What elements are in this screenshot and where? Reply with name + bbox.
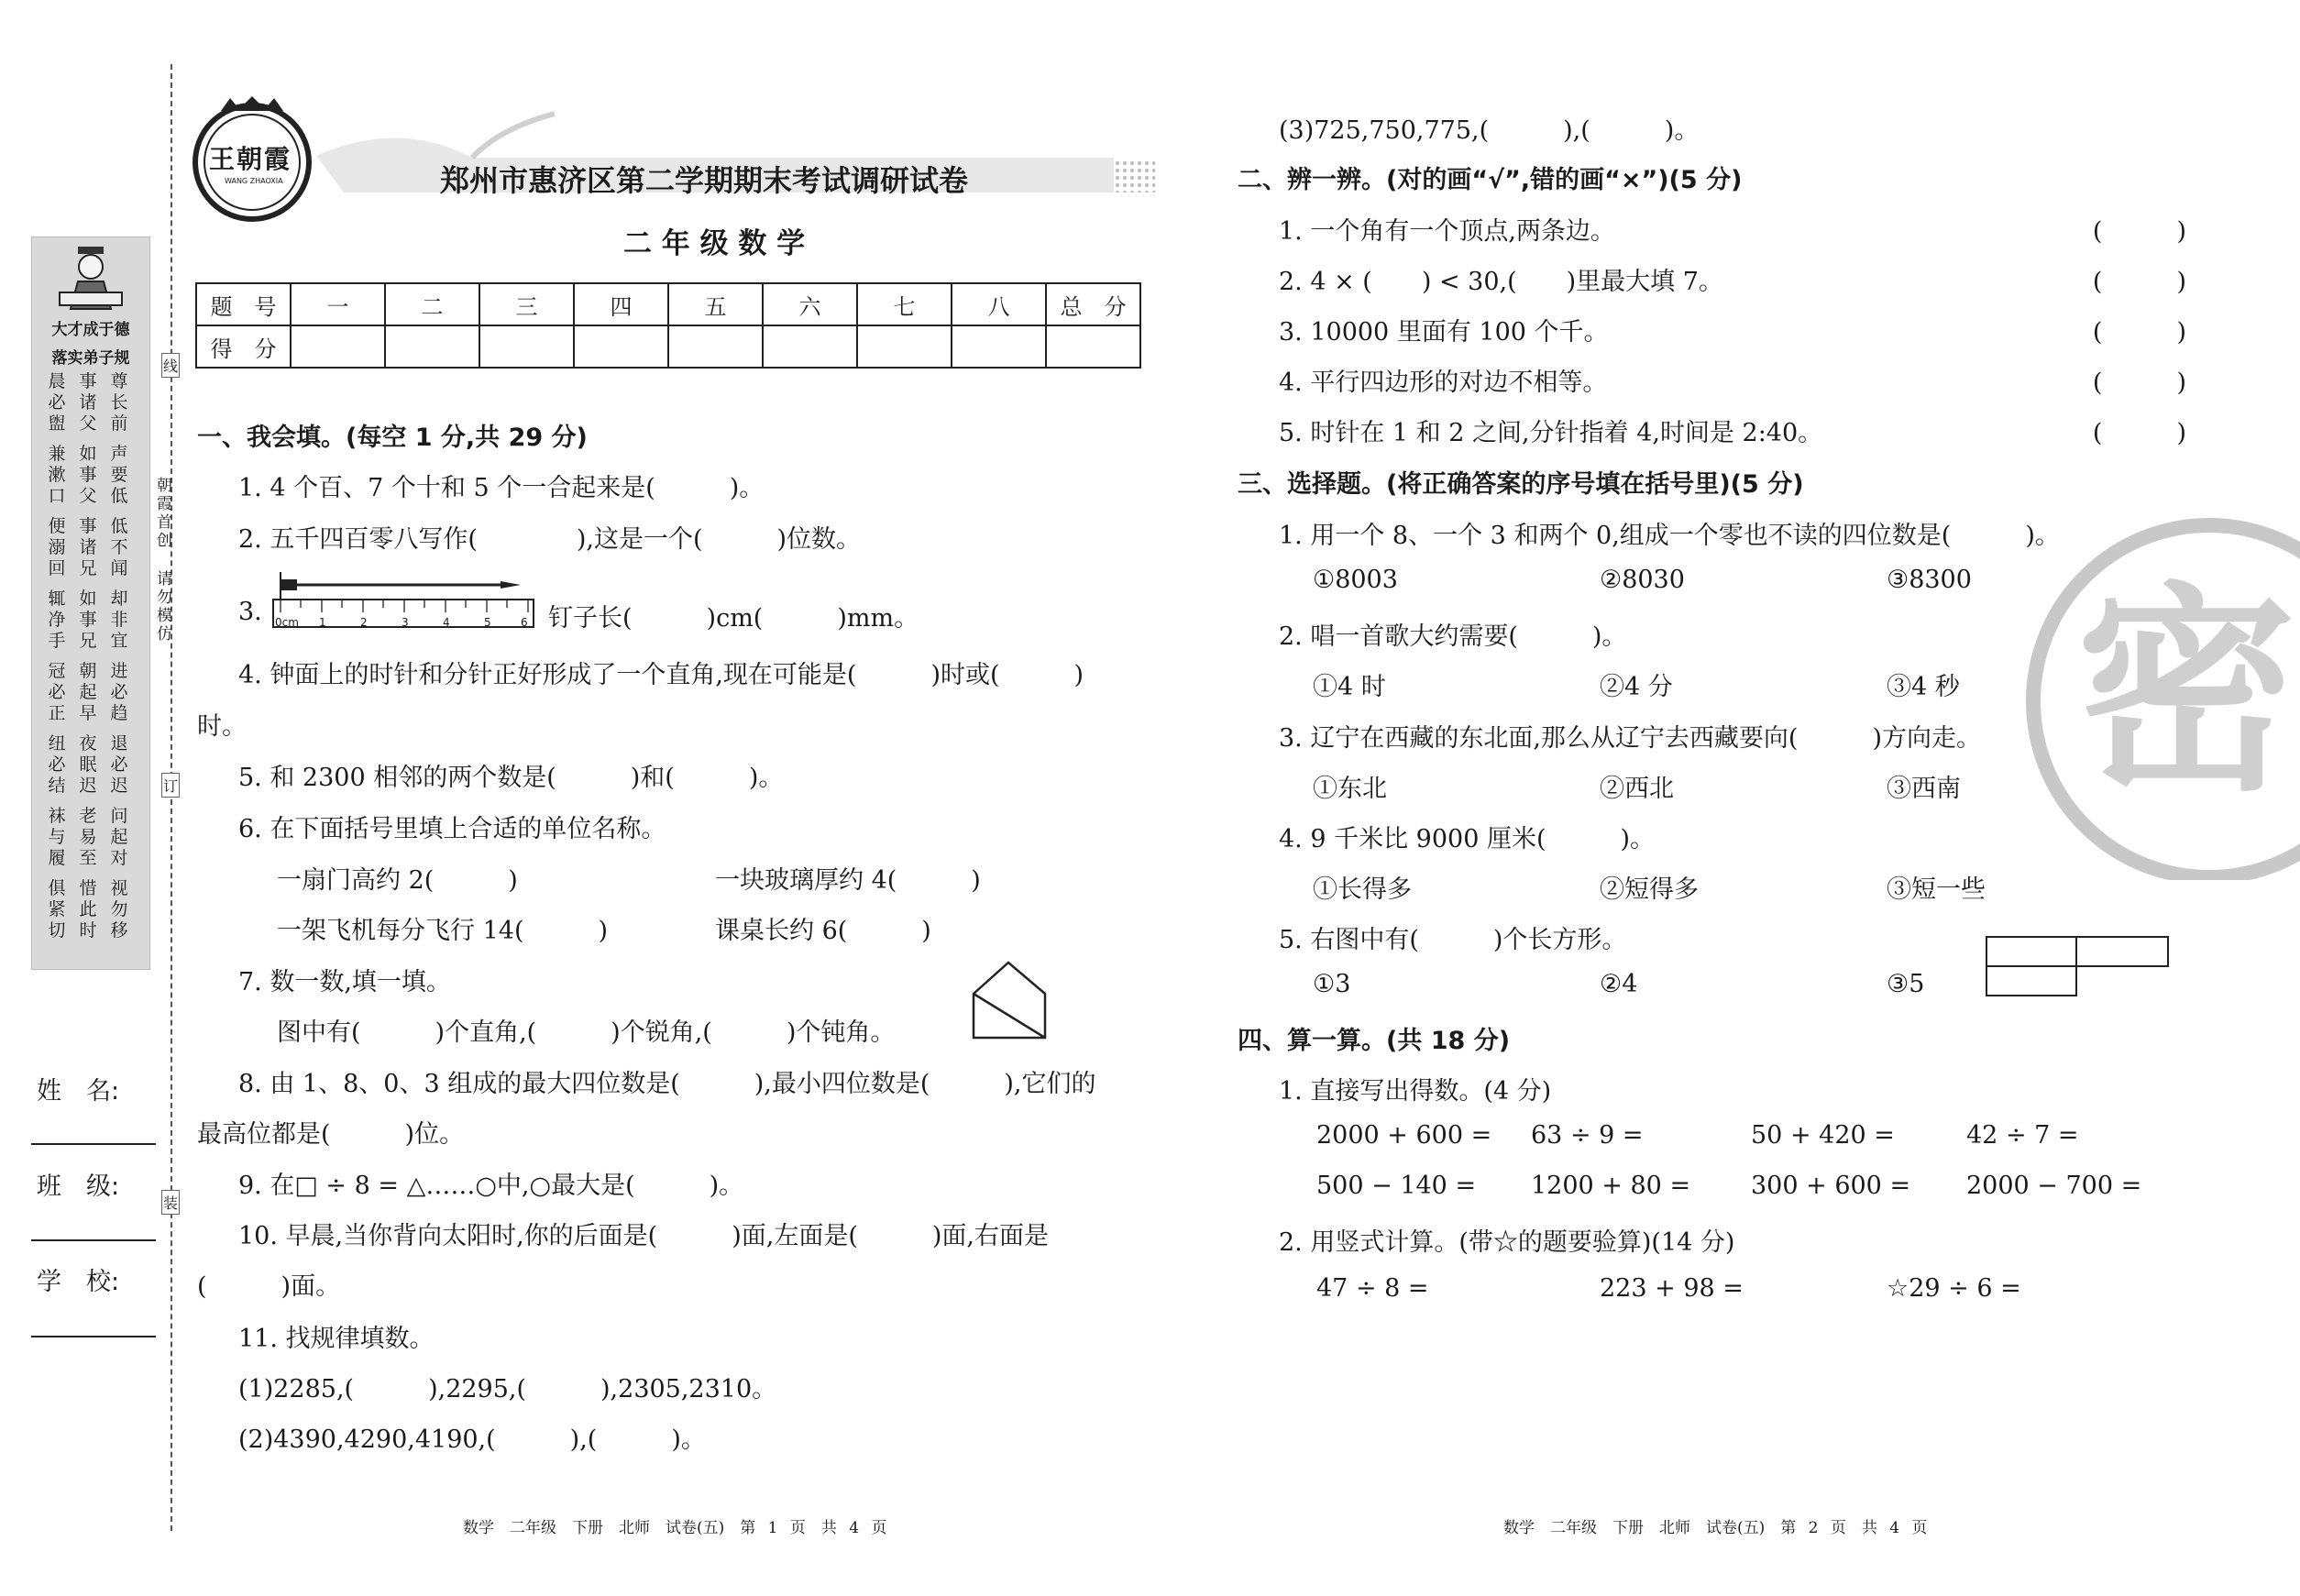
s3-q3-option-1[interactable]: ①东北 [1313,775,1387,803]
s1-question-8-line2: 最高位都是( )位。 [197,1120,465,1149]
s3-question-3: 3. 辽宁在西藏的东北面,那么从辽宁去西藏要向( )方向走。 [1279,724,1981,753]
s3-question-1: 1. 用一个 8、一个 3 和两个 0,组成一个零也不读的四位数是( )。 [1279,522,2060,550]
score-cell[interactable] [385,325,479,368]
motto-col: 退必迟 [110,733,128,796]
s3-question-2: 2. 唱一首歌大约需要( )。 [1279,622,1627,651]
motto-col: 声要低 [110,444,128,506]
s1-question-8-line1: 8. 由 1、8、0、3 组成的最大四位数是( ),最小四位数是( ),它们的 [238,1070,1096,1098]
s4-calc: 2000 + 600 = [1316,1121,1492,1150]
s3-question-4: 4. 9 千米比 9000 厘米( )。 [1279,825,1656,853]
score-cell[interactable] [668,325,763,368]
motto-col: 如事兄 [79,589,97,651]
dashed-mark-3: 装 [161,1190,180,1215]
motto-col: 事诸兄 [79,516,97,578]
footer-left: 数学 二年级 下册 北师 试卷(五) 第 1 页 共 4 页 [463,1519,887,1537]
name-field[interactable] [31,1141,156,1145]
score-table [195,282,1141,369]
score-cell[interactable] [291,325,385,368]
school-label: 学 校: [37,1268,120,1296]
score-header-cell: 题 号 [196,283,291,325]
s1-question-9: 9. 在□ ÷ 8 = △……○中,○最大是( )。 [238,1172,744,1200]
motto-col: 朝起早 [79,661,97,723]
s2-item-text: 1. 一个角有一个顶点,两条边。 [1279,217,1615,246]
motto-col: 便溺回 [48,516,66,578]
s1-question-6c: 一架飞机每分飞行 14( ) [277,917,609,945]
s3-q4-option-3[interactable]: ③短一些 [1887,875,1986,904]
s3-q2-option-2[interactable]: ②4 分 [1600,673,1673,701]
s1-question-3-text: 钉子长( )cm( )mm。 [548,604,919,633]
s3-question-5: 5. 右图中有( )个长方形。 [1279,926,1627,954]
s2-item-text: 2. 4 × ( ) < 30,( )里最大填 7。 [1279,268,1723,296]
s1-question-10-line1: 10. 早晨,当你背向太阳时,你的后面是( )面,左面是( )面,右面是 [238,1222,1049,1250]
motto-col: 却非宜 [110,589,128,651]
section4-heading: 四、算一算。(共 18 分) [1238,1027,1511,1055]
s1-question-7: 7. 数一数,填一填。 [238,968,451,996]
score-cell[interactable] [1046,325,1140,368]
secret-stamp-glyph: 密 [2076,564,2297,820]
exam-subtitle: 二 年 级 数 学 [623,227,806,260]
motto-top-1: 大才成于德 [51,321,130,339]
s1-question-11-1: (1)2285,( ),2295,( ),2305,2310。 [238,1375,777,1403]
s1-question-6d: 课桌长约 6( ) [715,917,931,945]
s4-calc: 1200 + 80 = [1531,1172,1691,1200]
s1-question-11: 11. 找规律填数。 [238,1325,435,1353]
s1-question-6a: 一扇门高约 2( ) [277,866,518,895]
s2-item-1 [1279,211,2186,244]
s3-q3-option-2[interactable]: ②西北 [1600,775,1674,803]
s4-calc: 300 + 600 = [1751,1172,1911,1200]
s1-question-11-3: (3)725,750,775,( ),( )。 [1279,116,1700,145]
score-cell[interactable] [479,325,574,368]
section1-heading: 一、我会填。(每空 1 分,共 29 分) [197,424,588,452]
ruler-tick-label: 3 [402,616,409,629]
score-table-header-row [196,283,1140,325]
s1-question-10-line2: ( )面。 [197,1272,341,1301]
score-cell[interactable] [857,325,952,368]
motto-col: 事诸父 [79,371,97,434]
s3-q3-option-3[interactable]: ③西南 [1887,775,1961,803]
s1-question-4-line1: 4. 钟面上的时针和分针正好形成了一个直角,现在可能是( )时或( ) [238,661,1084,689]
answer-paren[interactable]: ( ) [2092,369,2186,397]
motto-col: 问起对 [110,806,128,868]
score-row-label: 得 分 [196,325,291,368]
s2-item-5 [1279,413,2186,446]
s4-vertical-calc: 223 + 98 = [1600,1274,1744,1303]
ruler-tick-label: 4 [443,616,450,629]
s4-vertical-calc: ☆29 ÷ 6 = [1887,1274,2021,1303]
s1-question-11-2: (2)4390,4290,4190,( ),( )。 [238,1425,706,1454]
s3-q1-option-2[interactable]: ②8030 [1600,566,1685,594]
s3-q1-option-1[interactable]: ①8003 [1313,566,1398,594]
s3-q2-option-3[interactable]: ③4 秒 [1887,673,1960,701]
score-header-cell: 七 [857,283,952,325]
answer-paren[interactable]: ( ) [2092,419,2186,447]
motto-col: 尊长前 [110,371,128,434]
motto-grid [45,371,140,941]
answer-paren[interactable]: ( ) [2092,268,2186,296]
motto-col: 低不闻 [110,516,128,578]
motto-col: 俱紧切 [48,878,66,941]
motto-col: 纽必结 [48,733,66,796]
score-header-cell: 六 [763,283,857,325]
s3-q4-option-1[interactable]: ①长得多 [1313,875,1412,904]
motto-col: 冠必正 [48,661,66,723]
ruler-tick-label: 5 [484,616,491,629]
footer-right: 数学 二年级 下册 北师 试卷(五) 第 2 页 共 4 页 [1503,1519,1928,1537]
s1-question-1: 1. 4 个百、7 个十和 5 个一合起来是( )。 [238,474,765,502]
binding-line [171,64,172,1531]
score-cell[interactable] [952,325,1046,368]
score-header-cell: 四 [574,283,668,325]
name-label: 姓 名: [37,1077,120,1106]
answer-paren[interactable]: ( ) [2092,217,2186,246]
brand-logo-text: 王朝霞 [209,144,292,174]
copyright-note-2: 请勿模仿 [153,570,171,644]
school-field[interactable] [31,1334,156,1337]
s4-calc: 2000 − 700 = [1966,1172,2142,1200]
motto-col: 进必趋 [110,661,128,723]
motto-top-2: 落实弟子规 [51,349,130,368]
pentagon-angle-figure [972,961,1049,1040]
motto-col: 袜与履 [48,806,66,868]
s3-q1-option-3[interactable]: ③8300 [1887,566,1972,594]
motto-col: 晨必盥 [48,371,66,434]
s2-item-text: 3. 10000 里面有 100 个千。 [1279,318,1609,347]
s1-question-6: 6. 在下面括号里填上合适的单位名称。 [238,815,666,843]
section3-heading: 三、选择题。(将正确答案的序号填在括号里)(5 分) [1238,470,1804,499]
brand-logo-subtext: WANG ZHAOXIA [225,177,283,185]
s3-q4-option-2[interactable]: ②短得多 [1600,875,1699,904]
s1-question-7b: 图中有( )个直角,( )个锐角,( )个钝角。 [277,1018,896,1047]
score-header-cell: 三 [479,283,574,325]
s3-q2-option-1[interactable]: ①4 时 [1313,673,1386,701]
s1-question-5: 5. 和 2300 相邻的两个数是( )和( )。 [238,764,784,792]
s2-item-text: 5. 时针在 1 和 2 之间,分针指着 4,时间是 2:40。 [1279,419,1823,447]
score-header-cell: 总 分 [1046,283,1140,325]
s3-q5-option-1[interactable]: ①3 [1313,970,1351,998]
s4-vertical-calc: 47 ÷ 8 = [1316,1274,1429,1303]
class-label: 班 级: [37,1172,120,1201]
s4-calc: 42 ÷ 7 = [1966,1121,2079,1150]
s4-sub-1: 1. 直接写出得数。(4 分) [1279,1077,1552,1106]
s3-q5-option-3[interactable]: ③5 [1887,970,1925,998]
answer-paren[interactable]: ( ) [2092,318,2186,347]
s1-question-3-number: 3. [238,598,262,626]
ruler-tick-label: 6 [521,616,528,629]
s1-question-2: 2. 五千四百零八写作( ),这是一个( )位数。 [238,525,862,554]
motto-col: 辄净手 [48,589,66,651]
s2-item-text: 4. 平行四边形的对边不相等。 [1279,369,1608,397]
exam-title: 郑州市惠济区第二学期期末考试调研试卷 [440,163,969,198]
score-header-cell: 五 [668,283,763,325]
ruler-tick-label: 2 [360,616,368,629]
motto-col: 视勿移 [110,878,128,941]
s4-calc: 50 + 420 = [1751,1121,1895,1150]
dashed-mark-2: 订 [161,773,180,798]
motto-col: 兼漱口 [48,444,66,506]
score-table-score-row [196,325,1140,368]
motto-col: 夜眠迟 [79,733,97,796]
motto-col: 如事父 [79,444,97,506]
s4-calc: 500 − 140 = [1316,1172,1477,1200]
s4-calc: 63 ÷ 9 = [1531,1121,1644,1150]
copyright-note-1: 朝霞首创 [153,477,171,550]
motto-col: 老易至 [79,806,97,868]
score-header-cell: 八 [952,283,1046,325]
ruler-tick-label: 1 [319,616,326,629]
score-cell[interactable] [574,325,668,368]
score-header-cell: 一 [291,283,385,325]
dashed-mark-1: 线 [161,353,180,378]
rectangles-figure [1985,935,2172,997]
motto-panel [31,237,150,970]
s4-sub-2: 2. 用竖式计算。(带☆的题要验算)(14 分) [1279,1228,1735,1257]
s1-question-4-line2: 时。 [197,712,247,741]
s2-item-2 [1279,261,2186,294]
ruler-tick-label: 0cm [275,616,299,629]
s2-item-4 [1279,362,2186,395]
s2-item-3 [1279,312,2186,345]
section2-heading: 二、辨一辨。(对的画“√”,错的画“×”)(5 分) [1238,166,1743,194]
s3-q5-option-2[interactable]: ②4 [1600,970,1638,998]
s1-question-6b: 一块玻璃厚约 4( ) [715,866,981,895]
score-header-cell: 二 [385,283,479,325]
scholar-figure-icon [52,245,129,311]
class-field[interactable] [31,1238,156,1241]
motto-col: 惜此时 [79,878,97,941]
score-cell[interactable] [763,325,857,368]
